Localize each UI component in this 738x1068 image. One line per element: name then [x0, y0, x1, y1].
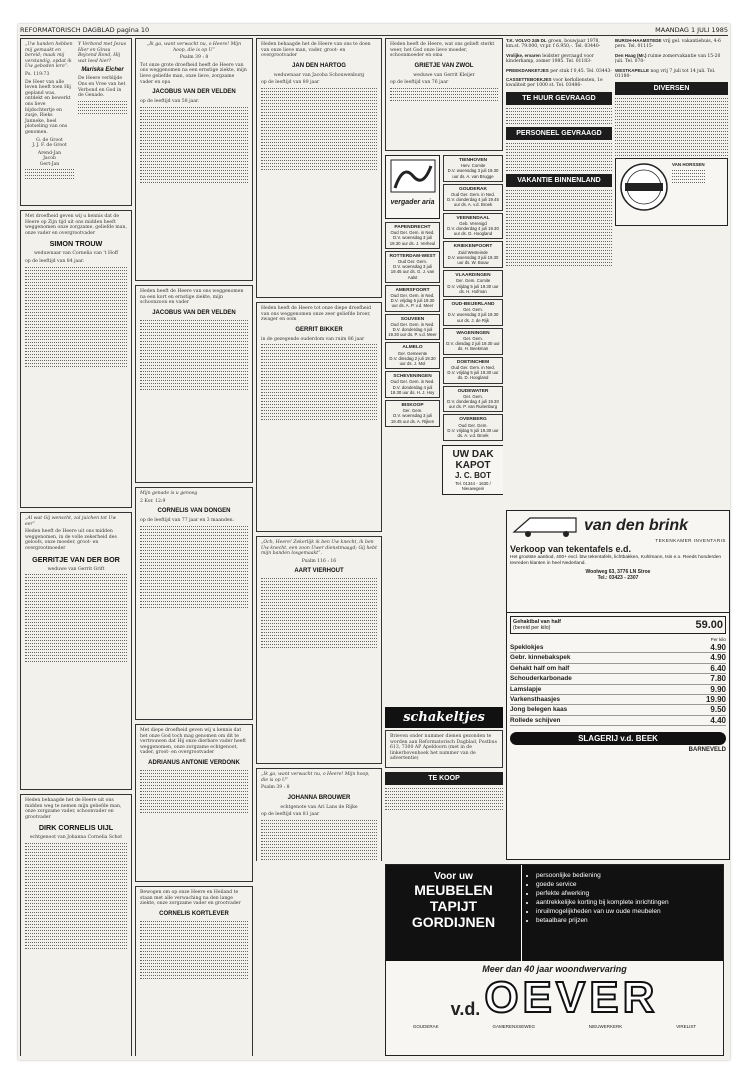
schakeltjes-notice	[385, 730, 503, 768]
service-time: D.V. donderdag 4 juli 19.30 uur ds. H. J. Hoy	[390, 384, 435, 395]
church-service-notice	[443, 241, 503, 268]
church-service-notice	[385, 342, 440, 369]
deceased-name: SIMON TROUW	[49, 239, 103, 249]
deceased-name: JOHANNA BROUWER	[287, 794, 351, 801]
intro: Heden behaagde het de Heere van ons te doen van onze lieve man, vader, groot- en overgrootvader	[261, 42, 371, 59]
oever-address: GAMERENSSEWEG	[492, 1024, 535, 1029]
service-church: Ger. Gem.	[463, 336, 483, 342]
product-name: Rollede schijven	[510, 716, 561, 724]
intro: Met diepe droefheid geven wij u kennis dat het onze God toch mag genomen om dit te vertrouwen dat Hij onze dierbare vader heeft weggenomen, onze zorgzame echtgenoot, vader, groot- en overgrootvader	[140, 728, 246, 756]
oever-prefix: v.d.	[450, 999, 481, 1019]
service-time: D.V. vrijdag 5 juli 19.30 uur ds. A. P. v.d. Meer	[390, 298, 435, 309]
quote: Mijn genade is u genoeg	[140, 491, 198, 496]
church-service-notice	[443, 357, 503, 384]
age: op de leeftijd van 76 jaar	[390, 80, 449, 86]
classified-ad	[615, 53, 728, 65]
van-den-brink-tel: Tel.: 03423 - 2307	[597, 575, 639, 581]
vergader-aria-logo	[389, 158, 437, 194]
classified-ad-text: nog vrij 7 juli tot 14 juli. Tel. 01180-	[615, 68, 716, 80]
service-place: OUDEWATER	[457, 388, 489, 394]
te-koop-ads	[385, 788, 503, 810]
notice-text-right: De Heere verblijde Ons en Vree van het Verbond en God in de Genade.	[78, 76, 126, 99]
service-time: D.V. dinsdag 2 juli 19.30 uur ds. J. Mol	[389, 355, 436, 367]
classified-ad-title: CASSETTEBOEKJES	[506, 77, 552, 83]
van-horssen-ad	[615, 158, 728, 226]
deceased-name: AART VIERHOUT	[294, 568, 344, 575]
classified-ad	[506, 77, 612, 89]
classified-ad	[506, 38, 612, 50]
intro: Heden heeft de Heere van ons weggenomen na een kort en ernstige ziekte, mijn schoonzoon en vader	[140, 289, 244, 306]
uw-dak-company: J. C. BOT	[454, 471, 491, 481]
classified-ad-text: vrij gel. vakantiehuis, 4-6 pers. Tel. 01115-	[615, 39, 721, 50]
service-place: DOETINCHEM	[456, 359, 490, 365]
church-service-notice	[385, 251, 440, 283]
oever-address: VIRELIST	[676, 1024, 697, 1029]
quote-right: Y Verbond met Jezus Hier en Ginsu Bejcend Rond, Hij wat leed hier?	[78, 42, 127, 64]
deceased-name: GERRIT BIKKER	[295, 326, 343, 333]
product-price: 4.40	[710, 715, 726, 725]
deceased-name: DIRK CORNELIS UIJL	[38, 823, 114, 833]
van-den-brink-ad	[506, 510, 730, 614]
oever-left-2: MEUBELEN	[414, 882, 493, 898]
product-price: 9.90	[710, 684, 726, 694]
oever-bullet: • aantrekkelijke korting bij komplete inrichtingen	[536, 898, 719, 907]
church-service-notice	[385, 222, 440, 249]
age: op de leeftijd van 84 jaar.	[25, 258, 85, 264]
service-place: BISKOOP	[401, 403, 424, 409]
newspaper-page	[18, 24, 730, 1060]
classified-ad-title: WESTKAPELLE	[615, 67, 650, 73]
diversen-heading: DIVERSEN	[615, 82, 728, 95]
service-church: Oud Ger. Gem.	[458, 422, 488, 428]
product-name: Speklokjes	[510, 644, 544, 651]
service-church: Oud Ger. Gem. in Ned.	[390, 230, 435, 236]
service-church: Geb. Verenigd	[459, 220, 487, 226]
schakeltjes-title: schakeltjes	[403, 710, 485, 725]
product-price: 9.50	[710, 705, 726, 715]
oever-left-4: GORDIJNEN	[411, 914, 496, 930]
product-name: Gebr. kinnebakspek	[510, 654, 571, 662]
van-den-brink-sub: TEKENKAMER INVENTARIS	[655, 538, 726, 543]
price-row	[510, 685, 726, 695]
service-place: OUD-BEIJERLAND	[451, 302, 495, 308]
age: op de leeftijd van 58 jaar.	[140, 99, 200, 105]
te-huur-heading: TE HUUR GEVRAAGD	[506, 92, 612, 105]
oever-address: NIEUWERKERK	[588, 1024, 623, 1029]
church-service-notice	[443, 386, 503, 413]
church-service-notice	[443, 270, 503, 297]
service-time: D.V. woensdag 3 juli 19.45 uur ds. G. J. van Aalst	[390, 264, 435, 280]
classified-ad-text: groen, bouwjaar 1978, km.st. 79.000, vr.pr. f 6.950,-. Tel. 03440-	[506, 39, 601, 50]
vakantie-heading: VAKANTIE BINNENLAND	[506, 174, 612, 187]
top-item-name: Gehaktbal van half	[513, 619, 561, 625]
schakeltjes-banner	[385, 707, 503, 728]
service-place: TIENHOVEN	[459, 158, 487, 163]
deceased-name: ADRIANUS ANTONIE VERDONK	[148, 759, 240, 766]
family-notice	[20, 38, 132, 206]
service-time: D.V. vrijdag 5 juli 19.30 uur ds. H. Hofman	[447, 283, 499, 294]
service-church: Ger. Gem.	[463, 307, 483, 313]
price-row	[510, 674, 726, 684]
intro: Met droefheid geven wij u kennis dat de Heere op Zijn tijd uit ons midden heeft weggenomen onze zorgzame, geliefde man, onze vader en overgrootvader	[25, 214, 127, 236]
price-row	[510, 664, 726, 674]
service-time: D.V. woensdag 3 juli 19.30 uur ds. J. de Rijk	[447, 312, 499, 323]
oever-address: GOUDERAK	[412, 1024, 439, 1029]
classified-ad-text: ruime zomervakantie van 15-20 juli. Tel. 070-	[615, 53, 721, 65]
church-service-notice	[385, 400, 440, 427]
column-5	[506, 38, 612, 508]
death-notice-kortlever	[135, 886, 253, 1056]
service-church: Zuid Westeinde	[458, 249, 488, 255]
classified-ad-title: PREEKDANKETJES	[506, 67, 549, 73]
service-church: Oud Ger. Gem. in Ned.	[451, 364, 495, 370]
classified-ad-text: per stuk f 0,45. Tel. 03443-	[550, 68, 612, 74]
relation: echtgenoot van Johanna Cornelia Schot	[29, 835, 123, 841]
death-notice-hartog	[256, 38, 382, 298]
death-notice-verdonk	[135, 724, 253, 882]
age: op de leeftijd van 77 jaar en 3 maanden.	[140, 518, 235, 524]
classified-ad-text: leidster gevraagd voor kinderkamp, zomer 1985. Tel. 01183-	[506, 53, 594, 65]
service-place: ALMELO	[402, 345, 423, 351]
children: Arend-Jan Jacob Gert-Jan	[37, 150, 62, 167]
schakeltjes-area	[385, 707, 503, 857]
ref: Ps. 119:73	[25, 71, 50, 77]
column-3	[256, 38, 382, 861]
product-name: Schouderkarbonade	[510, 675, 572, 683]
ref: Psalm 39 : 8	[179, 55, 209, 61]
service-place: OVERBERG	[459, 417, 487, 423]
slagerij-place: BARNEVELD	[688, 747, 726, 754]
ref: 2 Kor. 12:9	[140, 498, 166, 504]
column-1	[20, 38, 132, 1056]
vergader-aria-ad	[385, 155, 440, 219]
schakeltjes-text: Brieven onder nummer dienen gezonden te worden aan Reformatorisch Dagblad, Postbus 613, 7300 AP Apeldoorn (met in de linkerbovenhoek het nummer van de advertentie)	[390, 734, 497, 762]
oever-bullet: • goede service	[536, 880, 719, 889]
deceased-name: CORNELIS VAN DONGEN	[157, 508, 231, 515]
relation: weduwe van Gerrit Grift	[47, 566, 105, 572]
te-koop-heading: TE KOOP	[385, 772, 503, 785]
quote: „Ik ga, want verwacht nu, o Heere! Mijn hoop, die is op U”	[146, 42, 242, 53]
classified-ad-title: BURGH-HAAMSTEDE	[615, 38, 662, 43]
service-place: ROTTERDAM-WEST	[389, 253, 436, 259]
service-time: D.V. woensdag 3 juli 19.30 uur ds. A. van Brugge	[447, 168, 499, 179]
service-place: AMERSFOORT	[395, 287, 430, 293]
van-horssen-logo	[619, 162, 669, 212]
slagerij-ad	[506, 612, 730, 860]
deceased-name: JACOBUS VAN DER VELDEN	[152, 309, 236, 316]
service-place: VLAARDINGEN	[455, 273, 491, 279]
death-notice-trouw	[20, 210, 132, 508]
death-notice-dongen	[135, 487, 253, 720]
services-area	[385, 155, 503, 443]
service-place: KRIEKENPOORT	[453, 244, 493, 250]
deceased-name: GERRITJE VAN DER BOR	[32, 554, 120, 564]
oever-slogan: Meer dan 40 jaar woondwervaring	[482, 964, 627, 974]
relation: weduwnaar van Cornelia van 't Hoff	[34, 251, 118, 257]
column-6	[615, 38, 728, 508]
oever-bullet: • persoonlijke bediening	[536, 871, 719, 880]
quote: „Ik ga, want verwacht nu, o Heere! Mijn hoop, die is op U”	[261, 772, 370, 783]
product-price: 4.90	[710, 643, 726, 652]
product-price: 19.90	[705, 695, 726, 705]
deceased-name: JACOBUS VAN DER VELDEN	[152, 89, 236, 96]
service-time: D.V. donderdag 4 juli 19.30 uur ds. D. Hoogland	[447, 226, 499, 237]
age: op de leeftijd van 81 jaar	[261, 812, 320, 818]
death-notice-uijl	[20, 794, 132, 1056]
deceased-name: CORNELIS KORTLEVER	[159, 910, 229, 917]
service-place: WAGENINGEN	[456, 330, 490, 336]
column-2	[135, 38, 253, 1056]
quote: „Al wat Gij wenscht, zal juichen tot Uw eer”	[25, 516, 117, 527]
price-header: Per kilo	[710, 637, 726, 642]
child-name: Mariska Eicher	[81, 67, 124, 74]
death-notice-bikker	[256, 302, 382, 532]
service-church: Oud Ger. Gem. in Ned.	[451, 192, 495, 198]
service-church: Herv. Comite	[460, 163, 486, 169]
service-church: Ger. Gem.	[402, 408, 423, 414]
church-service-notice	[443, 299, 503, 326]
header-left: REFORMATORISCH DAGBLAD pagina 10	[20, 26, 150, 34]
ref: Psalm 39 : 8	[261, 785, 290, 791]
death-notice-velden-2	[135, 285, 253, 483]
classified-ad-title: Den Haag (Mr.)	[615, 52, 647, 58]
church-service-notice	[385, 285, 440, 312]
classified-ad	[506, 53, 612, 65]
service-place: VEENENDAAL	[456, 215, 490, 221]
quote: „Uw handen hebben mij gemaakt en bereid; maak mij verstandig, opdat ik Uw geboden lere”.	[25, 42, 73, 70]
van-den-brink-logo: van den brink	[584, 517, 689, 534]
van-horssen-name: VAN HORSSEN	[672, 162, 705, 168]
price-row	[510, 695, 726, 705]
intro: Bewogen om op onze Heere en Heiland te staan met alle verwaching na den lange ziekte, onze zorgzame vader en grootvader	[140, 890, 241, 907]
service-church: Ger. Gem. Comite	[455, 278, 491, 284]
price-row	[510, 653, 726, 663]
classified-ad	[615, 68, 728, 80]
church-service-notice	[443, 184, 503, 211]
church-service-notice	[443, 328, 503, 355]
product-name: Lamslapje	[510, 685, 542, 693]
oever-bullet: • inruilmogelijkheden van uw oude meubelen	[536, 907, 719, 916]
service-place: SCHEVENINGEN	[393, 374, 432, 380]
product-price: 7.80	[710, 674, 726, 684]
service-time: D.V. donderdag 4 juli 19.45 uur ds. A. v.d. Broek	[447, 197, 499, 208]
intro: Heden behaagde het de Heere uit ons midden weg te nemen mijn geliefde man, onze zorgzame vader, schoonvader en grootvader	[25, 798, 122, 820]
deceased-name: GRIETJE VAN ZWOL	[414, 62, 474, 69]
deceased-name: JAN DEN HARTOG	[292, 62, 346, 69]
vergader-aria-text: vergader aria	[390, 199, 435, 206]
uw-dak-tel: Tel. 01344 - 1630 / Nieuwegein	[455, 481, 491, 492]
classified-ad-title: Vrolijke, ervaren	[506, 52, 541, 58]
church-service-notice	[443, 414, 503, 441]
product-name: Jong belegen kaas	[510, 706, 568, 714]
product-name: Gehakt half om half	[510, 664, 570, 672]
age: op de leeftijd van 89 jaar	[261, 80, 320, 86]
service-church: Ger. Gemeente	[397, 350, 428, 356]
intro: Tot onze grote droefheid heeft de Heere van ons weggenomen na een ernstige ziekte, mijn lieve geliefde man, onze lieve, zorgzame vader en opa	[140, 62, 247, 85]
product-price: 6.40	[710, 663, 726, 673]
service-time: D.V. woensdag 3 juli 19.30 uur ds. W. Bouw	[447, 254, 499, 266]
intro: Heden heeft de Heere tot onze diepe droefheid van ons weggenomen onze zeer geliefde broer, zwager en oom	[261, 306, 372, 323]
death-notice-brouwer	[256, 768, 382, 861]
van-den-brink-text: Het grootste aanbod, 400+ excl. btw tekentafels, lichtbakken, Kuhlmann, Isis e.o. Reeds honderden tevreden klanten in heel Nederland.	[510, 555, 722, 566]
oever-bullet: • betaalbare prijzen	[536, 916, 719, 925]
personeel-heading: PERSONEEL GEVRAAGD	[506, 127, 612, 140]
church-service-notice	[443, 213, 503, 240]
age: in de gezegende ouderdom van ruim 86 jaar	[261, 336, 365, 342]
service-church: Oud Ger. Gem.	[397, 259, 428, 265]
product-name: Varkensthaasjes	[510, 696, 561, 704]
death-notice-vierhout	[256, 536, 382, 764]
church-service-notice	[443, 155, 503, 182]
church-service-notice	[385, 371, 440, 398]
service-church: Ger. Gem.	[463, 393, 483, 399]
top-item-price: 59.00	[695, 619, 723, 631]
ref: Psalm 116 : 16	[301, 558, 337, 564]
van-den-brink-headline: Verkoop van tekentafels e.d.	[510, 544, 632, 554]
quote: „Och, Heere! Zekerlijk ik ben Uw knecht, ik ben Uw knecht, een zoon Uwer dienstmaagd; Gij hebt mijn banden losgemaakt”.	[261, 540, 377, 557]
service-time: D.V. dinsdag 2 juli 19.30 uur ds. H. Beekman	[446, 341, 500, 352]
church-service-notice	[385, 314, 440, 341]
header-right: MAANDAG 1 JULI 1985	[655, 26, 728, 34]
price-row	[510, 643, 726, 653]
uw-dak-ad	[442, 445, 503, 495]
death-notice-bor	[20, 512, 132, 790]
oever-bullet: • perfekte afwerking	[536, 889, 719, 898]
oever-name: OEVER	[484, 973, 659, 1022]
price-row	[510, 705, 726, 715]
uw-dak-title-2: KAPOT	[455, 460, 491, 472]
service-place: GOUDERAK	[459, 186, 487, 192]
intro: Heden heeft de Heere, wat ons gelieft sterkt weer, het God onze lieve moeder, schoonmoeder en oma	[390, 42, 495, 59]
uw-dak-title: UW DAK	[452, 449, 494, 461]
service-time: D.V. donderdag 4 juli 19.30 uur ds. P. van Ruitenburg	[447, 398, 499, 410]
top-item-sub: (bereid per kilo)	[513, 625, 551, 631]
classified-ad-title: T.K. VOLVO 245 DL	[506, 38, 547, 43]
oever-left-1: Voor uw	[434, 871, 473, 882]
price-row	[510, 716, 726, 726]
service-time: D.V. vrijdag 5 juli 19.30 uur ds. D. Hoogland	[447, 370, 499, 381]
classified-ad	[506, 68, 612, 74]
service-time: D.V. donderdag 4 juli 19.30 uur ds. P. v.d. Meer	[388, 327, 437, 338]
oever-left-3: TAPIJT	[429, 898, 478, 914]
relation: weduwe van Gerrit Kleijer	[413, 72, 475, 78]
service-church: Oud Ger. Gem. in Ned.	[390, 379, 435, 385]
slagerij-name: SLAGERIJ v.d. BEEK	[510, 732, 726, 745]
death-notice-velden	[135, 38, 253, 281]
service-church: Oud Ger. Gem. in Ned.	[390, 293, 435, 299]
service-church: Oud Ger. Gem. in Ned.	[390, 321, 435, 327]
relation: weduwnaar van Jacoba Schouwenburg	[273, 72, 365, 78]
signatories: G. de Groot J. J. F. de Groot	[32, 137, 67, 149]
service-place: SOUVEEN	[400, 316, 425, 322]
product-price: 4.90	[710, 653, 726, 663]
classified-ad-text: voor kerkdiensten, 1e kwaliteit per 1000 st. Tel. 03486-	[506, 78, 603, 89]
classified-ad	[615, 38, 728, 50]
intro: Heden heeft de Heere uit ons midden weggenomen, in de volle zekerheid des geloofs, onze moeder, groot- en overgrootmoeder	[25, 529, 117, 551]
notice-text: De Heer van alle leven heeft toen Hij gepland was, ontdekt en bewerkt ons lieve bijdochtertje en zusje, Rieks Janneke, heel plotseling van ons genomen.	[25, 79, 71, 135]
service-time: D.V. woensdag 3 juli 19.45 uur ds. A. Rijken	[390, 413, 435, 424]
van-den-brink-truck-icon	[510, 514, 580, 538]
van-den-brink-address: Woolweg 63, 3776 LN Stroe	[585, 569, 651, 575]
service-place: PAPENDRECHT	[394, 225, 431, 230]
death-notice-zwol	[385, 38, 503, 151]
vd-oever-ad	[385, 864, 724, 1056]
service-time: D.V. vrijdag 5 juli 19.30 uur ds. A. v.d. Broek	[447, 427, 499, 438]
relation: echtgenote van Ari Lans de Rijke	[280, 804, 358, 810]
running-header	[20, 26, 728, 36]
service-time: D.V. woensdag 3 juli 19.30 uur ds. J. Verheul	[389, 235, 436, 246]
